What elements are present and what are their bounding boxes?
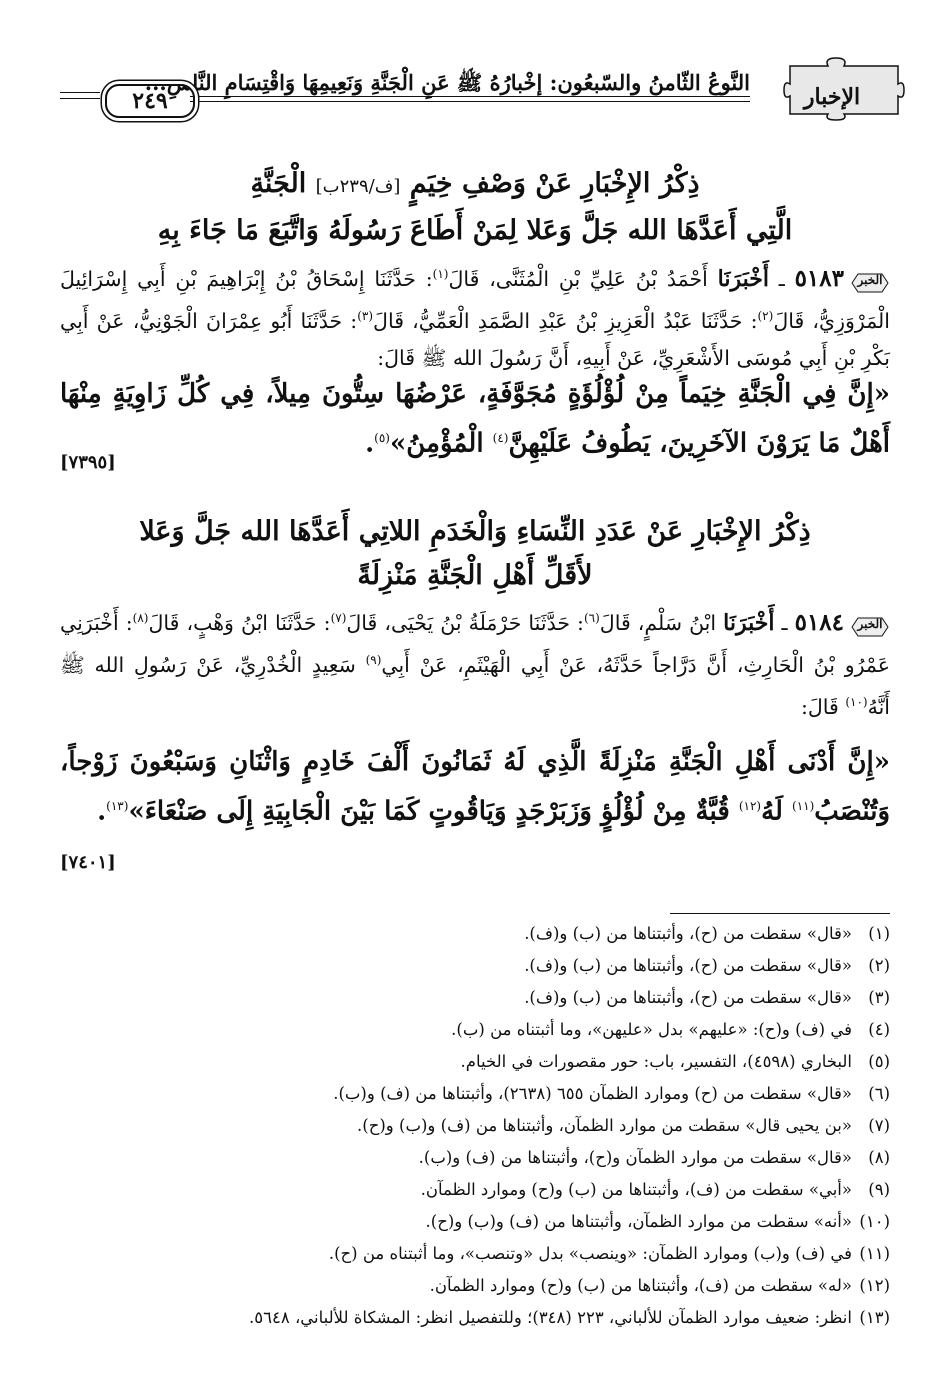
footnote-ref[interactable]: (٤): [492, 431, 509, 445]
footnote-marker: (٥): [868, 1052, 890, 1071]
matn-text: «إِنَّ أَدْنَى أَهْلِ الْجَنَّةِ مَنْزِلَةً الَّذِي لَهُ ثَمَانُونَ أَلْفَ خَادِمٍ وَاثْنَانِ وَسَبْعُونَ زَوْجاً، وَتُنْصَبُ: [60, 747, 890, 827]
footnote-item: [60, 1078, 890, 1110]
isnad-text: : حَدَّثَنَا عَبْدُ الْعَزِيزِ بْنُ عَبْدِ الصَّمَدِ الْعَمِّيُّ، قَالَ: [373, 308, 758, 333]
footnote-marker: (١): [868, 924, 890, 943]
footnotes-list: [60, 918, 890, 1334]
matn-text: الْمُؤْمِنُ»: [389, 428, 493, 459]
heading-text: الْجَنَّةِ: [250, 168, 307, 199]
page-number: ٢٤٩: [132, 88, 168, 114]
header-lines: [60, 92, 100, 104]
section-heading-2-line2: لأَقَلِّ أَهْلِ الْجَنَّةِ مَنْزِلَةً: [357, 560, 593, 591]
badge-text: الخبر: [857, 617, 883, 632]
badge-text: الخبر: [857, 273, 883, 288]
footnote-text: «قال» سقطت من (ح)، وأثبتناها من (ب) و(ف).: [524, 988, 852, 1007]
hadith-number: ٥١٨٣: [794, 264, 844, 292]
footnote-marker: (٩): [868, 1180, 890, 1199]
footnote-text: في (ف) و(ح): «عليهم» بدل «عليهن»، وما أثبتناه من (ب).: [451, 1020, 852, 1039]
footnote-ref[interactable]: (٣): [357, 308, 374, 323]
footnote-item: [60, 1238, 890, 1270]
akhbarana: أَخْبَرَنَا: [717, 265, 769, 292]
book-page: [60, 0, 890, 1383]
footnote-text: «له» سقطت من (ف)، وأثبتناها من (ب) و(ح) وموارد الظمآن.: [429, 1276, 852, 1295]
footnote-text: في (ف) و(ب) وموارد الظمآن: «وينصب» بدل «وتنصب»، وما أثبتناه من (ح).: [328, 1244, 852, 1263]
footnote-marker: (٣): [868, 988, 890, 1007]
footnote-ref[interactable]: (٨): [132, 611, 149, 625]
footnote-separator: [670, 913, 890, 914]
footnote-text: «بن يحيى قال» سقطت من موارد الظمآن، وأثبتناها من (ف) و(ب) و(ح).: [357, 1116, 852, 1135]
matn-text: لَهُ: [761, 796, 793, 827]
footnote-item: [60, 1206, 890, 1238]
running-header: [60, 70, 890, 126]
heading-text: ذِكْرُ الإِخْبَارِ عَنْ وَصْفِ خِيَمٍ: [409, 168, 700, 199]
isnad-text: ابْنُ سَلْمٍ، قَالَ: [599, 610, 724, 635]
footnote-text: «قال» سقطت من موارد الظمآن و(ح)، وأثبتناها من (ف) و(ب).: [418, 1148, 852, 1167]
dash: ـ: [774, 610, 795, 635]
page-number-frame: [105, 84, 195, 118]
header-rule: [190, 96, 750, 97]
footnote-item: [60, 1174, 890, 1206]
hadith-5184-matn: [60, 740, 890, 834]
isnad-text: سَعِيدٍ الْخُدْرِيِّ، عَنْ رَسُولِ الله ﷺ أَنَّهُ: [60, 652, 890, 719]
footnote-text: «أنه» سقطت من موارد الظمآن، وأثبتناها من (ف) و(ب) و(ح).: [425, 1212, 852, 1231]
isnad-text: : حَدَّثَنَا أَبُو عِمْرَانَ الْجَوْنِيُّ، عَنْ أَبِي بَكْرِ بْنِ أَبِي مُوسَى الأَشْعَرِيِّ، عَنْ أَبِيهِ، أَنَّ رَسُولَ الله ﷺ قَالَ:: [60, 308, 890, 370]
footnote-marker: (٨): [868, 1148, 890, 1167]
matn-text: .: [97, 796, 107, 827]
dash: ـ: [769, 266, 795, 291]
footnote-ref[interactable]: (١): [432, 267, 449, 281]
footnote-text: «أبي» سقطت من (ف)، وأثبتناها من (ب) و(ح) وموارد الظمآن.: [420, 1180, 852, 1199]
header-rule-double: [190, 101, 750, 102]
footnote-text: انظر: ضعيف موارد الظمآن للألباني، ٢٢٣ (٣٤٨)؛ وللتفصيل انظر: المشكاة للألباني، ٥٦٤٨.: [249, 1308, 852, 1327]
hadith-5183-matn: [60, 372, 890, 466]
matn-text: «إِنَّ فِي الْجَنَّةِ خِيَماً مِنْ لُؤْلُؤَةٍ مُجَوَّفَةٍ، عَرْضُهَا سِتُّونَ مِيلاً، فِي كُلِّ زَاوِيَةٍ مِنْهَا أَهْلٌ مَا يَرَوْنَ الآخَرِينَ، يَطُوفُ عَلَيْهِنَّ: [60, 379, 890, 459]
isnad-text: أَحْمَدُ بْنُ عَلِيِّ بْنِ الْمُثَنَّى، قَالَ: [448, 266, 718, 291]
isnad-text: : حَدَّثَنَا إِسْحَاقُ بْنُ إِبْرَاهِيمَ بْنِ أَبِي إِسْرَائِيلَ الْمَرْوَزِيُّ، قَالَ: [60, 266, 891, 333]
isnad-text: : حَدَّثَنَا ابْنُ وَهْبٍ، قَالَ: [148, 610, 331, 635]
akhbarana: أَخْبَرَنَا: [723, 609, 775, 636]
khabar-badge-icon: [850, 269, 890, 291]
footnote-marker: (٦): [868, 1084, 890, 1103]
khabar-badge-icon: [850, 613, 890, 635]
footnote-marker: (٧): [868, 1116, 890, 1135]
footnote-text: «قال» سقطت من (ح)، وأثبتناها من (ب) و(ف).: [524, 956, 852, 975]
footnote-text: البخاري (٤٥٩٨)، التفسير، باب: حور مقصورات في الخيام.: [460, 1052, 852, 1071]
footnote-marker: (١٢): [859, 1276, 890, 1295]
footnote-ref[interactable]: (١٠): [845, 694, 868, 709]
corner-label: الإخبار: [803, 84, 861, 110]
folio-mark: [ف/٢٣٩ب]: [315, 176, 401, 197]
footnote-marker: (٢): [868, 956, 890, 975]
isnad-text: : حَدَّثَنَا حَرْمَلَةُ بْنُ يَحْيَى، قَالَ: [346, 610, 584, 635]
footnote-text: «قال» سقطت من (ح)، وأثبتناها من (ب) و(ف).: [524, 924, 852, 943]
footnote-item: [60, 1046, 890, 1078]
footnote-ref[interactable]: (٥): [374, 431, 390, 445]
footnote-marker: (١٠): [859, 1212, 890, 1231]
hadith-5184-isnad: [60, 600, 890, 725]
reference-number: [٧٤٠١]: [60, 852, 116, 873]
footnote-item: [60, 982, 890, 1014]
footnote-item: [60, 950, 890, 982]
footnote-marker: (٤): [868, 1020, 890, 1039]
section-heading-1-line1: [60, 162, 890, 209]
matn-text: .: [365, 428, 375, 459]
footnote-ref[interactable]: (١١): [792, 799, 815, 813]
footnote-marker: (١١): [859, 1244, 890, 1263]
hadith-number: ٥١٨٤: [794, 608, 845, 636]
footnote-ref[interactable]: (١٢): [738, 799, 762, 813]
section-heading-2: [60, 510, 890, 598]
isnad-text: : أَخْبَرَنِي عَمْرُو بْنُ الْحَارِثِ، أَنَّ دَرَّاجاً حَدَّثَهُ، عَنْ أَبِي الْهَيْثَمِ، عَنْ أَبِي: [60, 610, 890, 677]
matn-text: قُبَّةٌ مِنْ لُؤْلُؤٍ وَزَبَرْجَدٍ وَيَاقُوتٍ كَمَا بَيْنَ الْجَابِيَةِ إِلَى صَنْعَاءَ»: [128, 796, 739, 827]
footnote-ref[interactable]: (٧): [330, 611, 347, 625]
footnote-item: [60, 1142, 890, 1174]
footnote-item: [60, 1110, 890, 1142]
hadith-5183-isnad: [60, 256, 890, 377]
footnote-item: [60, 1302, 890, 1334]
footnote-ref[interactable]: (٢): [757, 308, 774, 323]
footnote-item: [60, 918, 890, 950]
footnote-item: [60, 1014, 890, 1046]
footnote-ref[interactable]: (٩): [365, 652, 382, 667]
section-heading-1-line2: الَّتِي أَعَدَّهَا الله جَلَّ وَعَلا لِمَنْ أَطَاعَ رَسُولَهُ وَاتَّبَعَ مَا جَاءَ بِهِ: [157, 215, 793, 246]
footnote-ref[interactable]: (٦): [583, 611, 600, 625]
section-heading-2-line1: ذِكْرُ الإِخْبَارِ عَنْ عَدَدِ النِّسَاءِ وَالْخَدَمِ اللاتِي أَعَدَّهَا الله جَلَّ وَعَلا: [139, 516, 811, 547]
isnad-text: قَالَ:: [800, 694, 846, 719]
reference-number: [٧٣٩٥]: [60, 452, 116, 473]
section-heading-1: [60, 162, 890, 253]
footnote-item: [60, 1270, 890, 1302]
running-title: النَّوعُ الثّامنُ والسّبعُون: إخْبارُهُ ﷺ عَنِ الْجَنَّةِ وَنَعِيمِهَا وَاقْتِسَامِ النَّاسِ...: [144, 70, 750, 95]
footnote-marker: (١٣): [859, 1308, 890, 1327]
footnote-text: «قال» سقطت من (ح) وموارد الظمآن ٦٥٥ (٢٦٣٨)، وأثبتناها من (ف) و(ب).: [333, 1084, 852, 1103]
footnote-ref[interactable]: (١٣): [106, 799, 129, 813]
